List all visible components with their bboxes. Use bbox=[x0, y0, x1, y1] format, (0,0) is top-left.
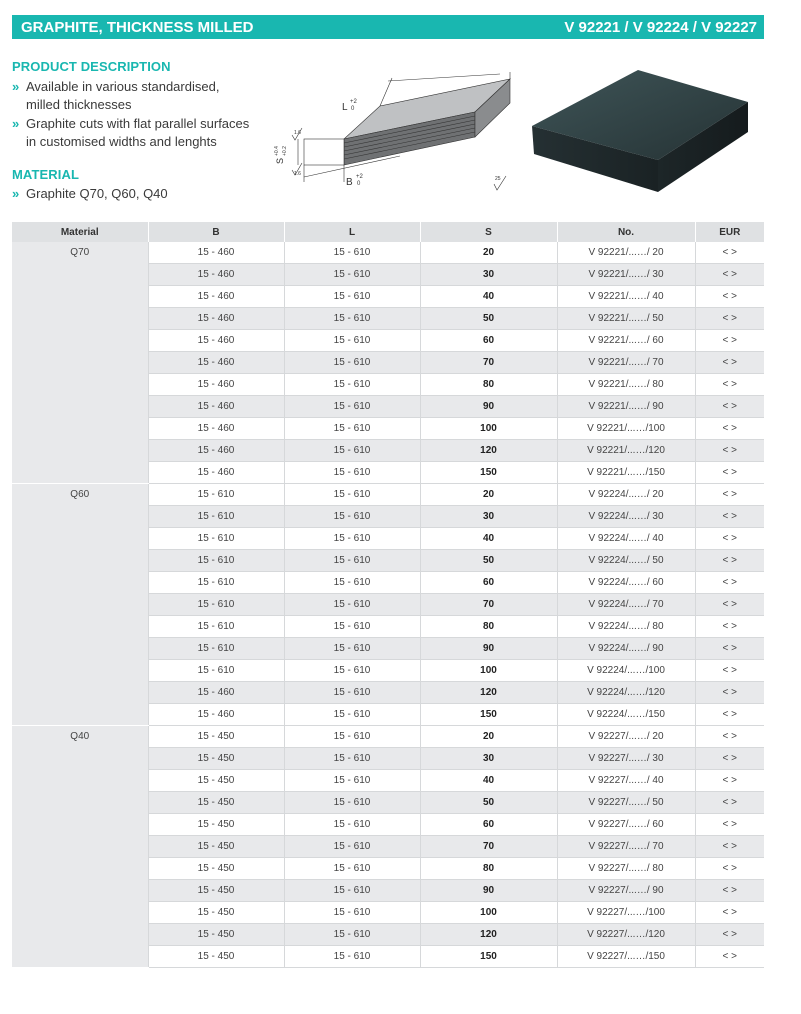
cell-l: 15 - 610 bbox=[284, 616, 420, 638]
cell-number: V 92224/...…/ 80 bbox=[557, 616, 695, 638]
cell-s: 120 bbox=[420, 682, 557, 704]
cell-b: 15 - 610 bbox=[148, 594, 284, 616]
cell-l: 15 - 610 bbox=[284, 880, 420, 902]
column-header: No. bbox=[557, 222, 695, 242]
cell-s: 30 bbox=[420, 748, 557, 770]
cell-b: 15 - 610 bbox=[148, 484, 284, 506]
cell-number: V 92224/...…/ 90 bbox=[557, 638, 695, 660]
cell-b: 15 - 610 bbox=[148, 550, 284, 572]
cell-b: 15 - 460 bbox=[148, 440, 284, 462]
cell-number: V 92221/...…/120 bbox=[557, 440, 695, 462]
tol-b-zero: 0 bbox=[357, 181, 361, 187]
cell-s: 80 bbox=[420, 374, 557, 396]
table-row bbox=[12, 242, 764, 264]
cell-number: V 92224/...…/150 bbox=[557, 704, 695, 726]
cell-l: 15 - 610 bbox=[284, 572, 420, 594]
cell-number: V 92221/...…/ 20 bbox=[557, 242, 695, 264]
cell-l: 15 - 610 bbox=[284, 660, 420, 682]
cell-number: V 92221/...…/ 70 bbox=[557, 352, 695, 374]
product-codes: V 92221 / V 92224 / V 92227 bbox=[564, 18, 757, 36]
cell-l: 15 - 610 bbox=[284, 638, 420, 660]
cell-b: 15 - 460 bbox=[148, 242, 284, 264]
cell-number: V 92221/...…/ 50 bbox=[557, 308, 695, 330]
cell-s: 20 bbox=[420, 242, 557, 264]
product-description-heading: PRODUCT DESCRIPTION bbox=[12, 59, 171, 74]
cell-s: 30 bbox=[420, 506, 557, 528]
cell-l: 15 - 610 bbox=[284, 286, 420, 308]
cell-l: 15 - 610 bbox=[284, 946, 420, 968]
cell-l: 15 - 610 bbox=[284, 308, 420, 330]
cell-s: 40 bbox=[420, 528, 557, 550]
cell-s: 80 bbox=[420, 616, 557, 638]
cell-eur: < > bbox=[695, 374, 764, 396]
cell-number: V 92224/...…/ 70 bbox=[557, 594, 695, 616]
cell-l: 15 - 610 bbox=[284, 396, 420, 418]
tol-s-plus: +0.4 bbox=[274, 146, 280, 156]
cell-s: 100 bbox=[420, 660, 557, 682]
cell-eur: < > bbox=[695, 484, 764, 506]
cell-eur: < > bbox=[695, 748, 764, 770]
label-b: B bbox=[346, 177, 353, 188]
cell-eur: < > bbox=[695, 330, 764, 352]
cell-b: 15 - 610 bbox=[148, 638, 284, 660]
column-header: EUR bbox=[695, 222, 764, 242]
graphite-block-photo bbox=[532, 68, 754, 198]
cell-s: 70 bbox=[420, 594, 557, 616]
cell-eur: < > bbox=[695, 924, 764, 946]
cell-s: 40 bbox=[420, 286, 557, 308]
cell-number: V 92221/...…/ 30 bbox=[557, 264, 695, 286]
cell-eur: < > bbox=[695, 770, 764, 792]
cell-b: 15 - 450 bbox=[148, 792, 284, 814]
column-header: S bbox=[420, 222, 557, 242]
cell-eur: < > bbox=[695, 946, 764, 968]
cell-eur: < > bbox=[695, 352, 764, 374]
cell-s: 150 bbox=[420, 704, 557, 726]
cell-eur: < > bbox=[695, 616, 764, 638]
cell-number: V 92224/...…/ 20 bbox=[557, 484, 695, 506]
cell-b: 15 - 460 bbox=[148, 330, 284, 352]
chevron-right-icon: » bbox=[12, 115, 20, 131]
material-heading: MATERIAL bbox=[12, 166, 79, 182]
description-line: Graphite cuts with flat parallel surfaces bbox=[26, 115, 250, 131]
cell-eur: < > bbox=[695, 858, 764, 880]
table-row bbox=[12, 726, 764, 748]
cell-b: 15 - 460 bbox=[148, 418, 284, 440]
cell-number: V 92221/...…/150 bbox=[557, 462, 695, 484]
cell-s: 100 bbox=[420, 902, 557, 924]
cell-b: 15 - 610 bbox=[148, 616, 284, 638]
cell-s: 100 bbox=[420, 418, 557, 440]
column-header: L bbox=[284, 222, 420, 242]
cell-b: 15 - 610 bbox=[148, 660, 284, 682]
cell-eur: < > bbox=[695, 836, 764, 858]
description-line: in customised widths and lenghts bbox=[26, 134, 217, 149]
cell-l: 15 - 610 bbox=[284, 462, 420, 484]
cell-number: V 92227/...…/ 50 bbox=[557, 792, 695, 814]
cell-eur: < > bbox=[695, 682, 764, 704]
cell-eur: < > bbox=[695, 550, 764, 572]
cell-eur: < > bbox=[695, 462, 764, 484]
tol-b-plus: +2 bbox=[356, 174, 363, 180]
cell-s: 90 bbox=[420, 638, 557, 660]
description-item bbox=[12, 115, 282, 152]
cell-eur: < > bbox=[695, 880, 764, 902]
label-l: L bbox=[342, 102, 348, 113]
cell-number: V 92221/...…/ 90 bbox=[557, 396, 695, 418]
cell-l: 15 - 610 bbox=[284, 440, 420, 462]
cell-s: 90 bbox=[420, 396, 557, 418]
cell-s: 70 bbox=[420, 836, 557, 858]
surface-label-bottom: 1.6 bbox=[294, 171, 301, 177]
cell-s: 40 bbox=[420, 770, 557, 792]
cell-l: 15 - 610 bbox=[284, 792, 420, 814]
cell-s: 90 bbox=[420, 880, 557, 902]
cell-number: V 92224/...…/100 bbox=[557, 660, 695, 682]
cell-l: 15 - 610 bbox=[284, 374, 420, 396]
cell-number: V 92224/...…/ 50 bbox=[557, 550, 695, 572]
cell-s: 120 bbox=[420, 924, 557, 946]
cell-eur: < > bbox=[695, 704, 764, 726]
cell-number: V 92224/...…/ 60 bbox=[557, 572, 695, 594]
cell-s: 150 bbox=[420, 946, 557, 968]
cell-s: 50 bbox=[420, 550, 557, 572]
material-text: Graphite Q70, Q60, Q40 bbox=[26, 186, 168, 201]
table-header bbox=[12, 222, 764, 242]
table-row bbox=[12, 484, 764, 506]
cell-l: 15 - 610 bbox=[284, 704, 420, 726]
description-item bbox=[12, 78, 282, 115]
title-banner bbox=[12, 15, 764, 39]
cell-material: Q40 bbox=[12, 726, 148, 968]
cell-number: V 92221/...…/ 60 bbox=[557, 330, 695, 352]
cell-number: V 92227/...…/ 40 bbox=[557, 770, 695, 792]
cell-b: 15 - 450 bbox=[148, 748, 284, 770]
cell-number: V 92227/...…/ 90 bbox=[557, 880, 695, 902]
cell-eur: < > bbox=[695, 440, 764, 462]
cell-b: 15 - 610 bbox=[148, 572, 284, 594]
cell-l: 15 - 610 bbox=[284, 550, 420, 572]
cell-number: V 92227/...…/120 bbox=[557, 924, 695, 946]
cell-b: 15 - 460 bbox=[148, 264, 284, 286]
cell-b: 15 - 460 bbox=[148, 352, 284, 374]
cell-l: 15 - 610 bbox=[284, 506, 420, 528]
cell-s: 60 bbox=[420, 572, 557, 594]
cell-b: 15 - 460 bbox=[148, 704, 284, 726]
cell-s: 20 bbox=[420, 484, 557, 506]
cell-eur: < > bbox=[695, 308, 764, 330]
roughness-label: 25 bbox=[495, 176, 501, 182]
cell-b: 15 - 610 bbox=[148, 528, 284, 550]
cell-b: 15 - 460 bbox=[148, 374, 284, 396]
cell-l: 15 - 610 bbox=[284, 242, 420, 264]
cell-l: 15 - 610 bbox=[284, 330, 420, 352]
cell-l: 15 - 610 bbox=[284, 594, 420, 616]
cell-l: 15 - 610 bbox=[284, 528, 420, 550]
label-s: S bbox=[275, 157, 285, 164]
cell-number: V 92227/...…/150 bbox=[557, 946, 695, 968]
cell-b: 15 - 460 bbox=[148, 462, 284, 484]
cell-b: 15 - 450 bbox=[148, 946, 284, 968]
cell-number: V 92224/...…/120 bbox=[557, 682, 695, 704]
tol-s-minus: +0.2 bbox=[282, 146, 288, 156]
description-block bbox=[12, 58, 282, 204]
cell-s: 30 bbox=[420, 264, 557, 286]
description-line: Available in various standardised, bbox=[26, 78, 220, 94]
cell-eur: < > bbox=[695, 396, 764, 418]
cell-number: V 92224/...…/ 40 bbox=[557, 528, 695, 550]
cell-b: 15 - 450 bbox=[148, 924, 284, 946]
cell-b: 15 - 460 bbox=[148, 286, 284, 308]
cell-eur: < > bbox=[695, 572, 764, 594]
cell-s: 60 bbox=[420, 814, 557, 836]
cell-l: 15 - 610 bbox=[284, 858, 420, 880]
cell-number: V 92224/...…/ 30 bbox=[557, 506, 695, 528]
column-header: B bbox=[148, 222, 284, 242]
cell-b: 15 - 610 bbox=[148, 506, 284, 528]
cell-s: 50 bbox=[420, 308, 557, 330]
cell-eur: < > bbox=[695, 418, 764, 440]
material-item bbox=[12, 185, 282, 204]
cell-number: V 92227/...…/ 30 bbox=[557, 748, 695, 770]
cell-eur: < > bbox=[695, 902, 764, 924]
chevron-right-icon: » bbox=[12, 78, 20, 94]
cell-l: 15 - 610 bbox=[284, 418, 420, 440]
cell-l: 15 - 610 bbox=[284, 264, 420, 286]
cell-eur: < > bbox=[695, 528, 764, 550]
cell-material: Q70 bbox=[12, 242, 148, 484]
cell-s: 50 bbox=[420, 792, 557, 814]
cell-number: V 92221/...…/100 bbox=[557, 418, 695, 440]
cell-b: 15 - 450 bbox=[148, 726, 284, 748]
cell-number: V 92227/...…/ 80 bbox=[557, 858, 695, 880]
cell-eur: < > bbox=[695, 286, 764, 308]
material-list bbox=[12, 185, 282, 204]
cell-b: 15 - 450 bbox=[148, 858, 284, 880]
surface-label: 1.6 bbox=[294, 130, 301, 136]
cell-l: 15 - 610 bbox=[284, 682, 420, 704]
cell-l: 15 - 610 bbox=[284, 924, 420, 946]
cell-l: 15 - 610 bbox=[284, 748, 420, 770]
cell-eur: < > bbox=[695, 594, 764, 616]
tol-l-zero: 0 bbox=[351, 106, 355, 112]
cell-eur: < > bbox=[695, 506, 764, 528]
cell-number: V 92227/...…/ 20 bbox=[557, 726, 695, 748]
cell-s: 150 bbox=[420, 462, 557, 484]
cell-l: 15 - 610 bbox=[284, 770, 420, 792]
cell-b: 15 - 450 bbox=[148, 770, 284, 792]
technical-drawing bbox=[270, 72, 520, 194]
tol-l-plus: +2 bbox=[350, 99, 357, 105]
cell-l: 15 - 610 bbox=[284, 484, 420, 506]
cell-b: 15 - 460 bbox=[148, 682, 284, 704]
cell-l: 15 - 610 bbox=[284, 902, 420, 924]
cell-b: 15 - 450 bbox=[148, 902, 284, 924]
cell-eur: < > bbox=[695, 242, 764, 264]
cell-l: 15 - 610 bbox=[284, 726, 420, 748]
cell-number: V 92221/...…/ 80 bbox=[557, 374, 695, 396]
cell-eur: < > bbox=[695, 264, 764, 286]
cell-eur: < > bbox=[695, 726, 764, 748]
cell-b: 15 - 450 bbox=[148, 880, 284, 902]
cell-b: 15 - 450 bbox=[148, 814, 284, 836]
cell-l: 15 - 610 bbox=[284, 836, 420, 858]
description-list bbox=[12, 78, 282, 152]
cell-material: Q60 bbox=[12, 484, 148, 726]
cell-s: 70 bbox=[420, 352, 557, 374]
cell-s: 20 bbox=[420, 726, 557, 748]
cell-eur: < > bbox=[695, 792, 764, 814]
cell-l: 15 - 610 bbox=[284, 814, 420, 836]
page-title: GRAPHITE, THICKNESS MILLED bbox=[21, 18, 254, 36]
cell-b: 15 - 460 bbox=[148, 308, 284, 330]
graphite-table bbox=[12, 222, 764, 968]
cell-s: 80 bbox=[420, 858, 557, 880]
cell-l: 15 - 610 bbox=[284, 352, 420, 374]
description-line: milled thicknesses bbox=[26, 97, 132, 112]
cell-b: 15 - 450 bbox=[148, 836, 284, 858]
cell-b: 15 - 460 bbox=[148, 396, 284, 418]
cell-eur: < > bbox=[695, 638, 764, 660]
cell-number: V 92227/...…/100 bbox=[557, 902, 695, 924]
column-header: Material bbox=[12, 222, 148, 242]
cell-number: V 92221/...…/ 40 bbox=[557, 286, 695, 308]
cell-s: 60 bbox=[420, 330, 557, 352]
cell-number: V 92227/...…/ 70 bbox=[557, 836, 695, 858]
cell-eur: < > bbox=[695, 814, 764, 836]
chevron-right-icon: » bbox=[12, 186, 20, 201]
cell-s: 120 bbox=[420, 440, 557, 462]
cell-eur: < > bbox=[695, 660, 764, 682]
cell-number: V 92227/...…/ 60 bbox=[557, 814, 695, 836]
